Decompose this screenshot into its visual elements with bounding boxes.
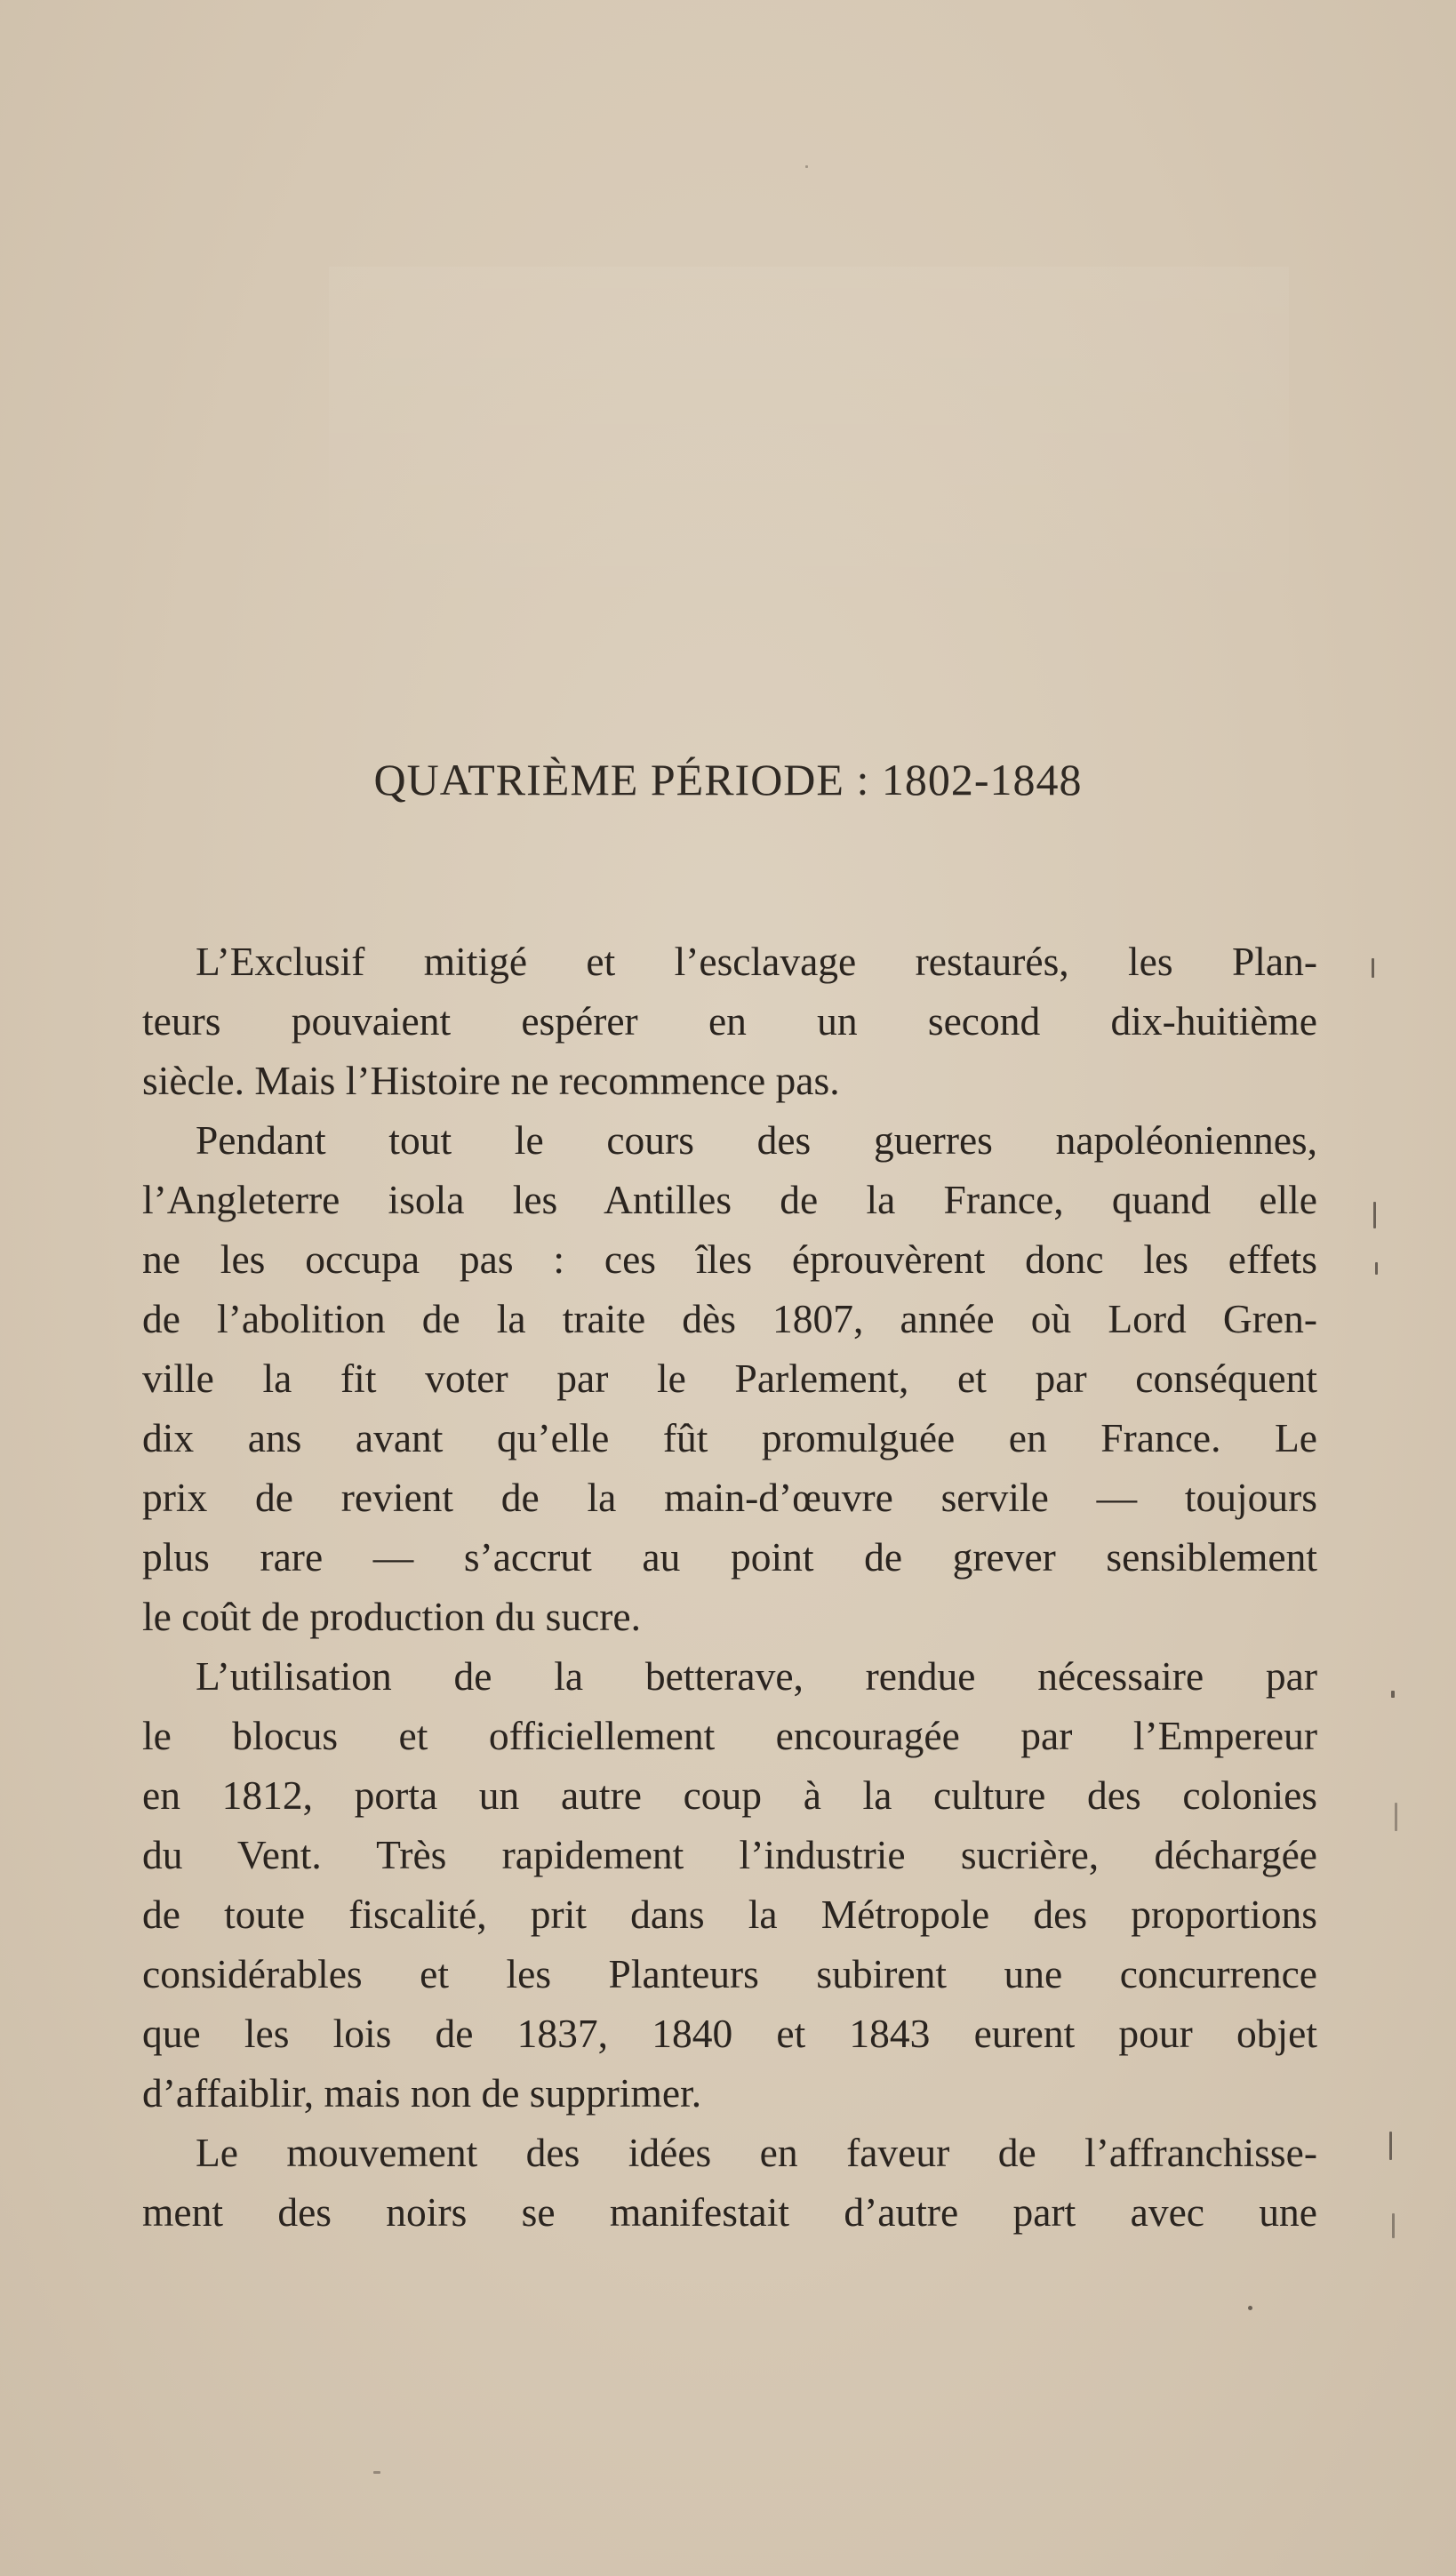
- text-line: considérables et les Planteurs subirent une concurrence: [142, 1951, 1317, 1996]
- text-line: teurs pouvaient espérer en un second dix-huitième: [142, 998, 1317, 1044]
- margin-mark: [1389, 2132, 1392, 2160]
- text-line: que les lois de 1837, 1840 et 1843 eurent pour objet: [142, 2011, 1317, 2056]
- paper-shading: [329, 267, 1289, 640]
- text-line: en 1812, porta un autre coup à la culture des colonies: [142, 1772, 1317, 1818]
- margin-mark: [1392, 2213, 1395, 2238]
- text-line: L’utilisation de la betterave, rendue nécessaire par: [196, 1653, 1317, 1699]
- text-line: de toute fiscalité, prit dans la Métropole des proportions: [142, 1892, 1317, 1937]
- margin-mark: [1375, 1262, 1378, 1275]
- paper-speck: [1248, 2306, 1252, 2310]
- margin-mark: [1391, 1691, 1395, 1698]
- text-line: Le mouvement des idées en faveur de l’affranchisse-: [196, 2130, 1317, 2175]
- text-line: dix ans avant qu’elle fût promulguée en France. Le: [142, 1415, 1317, 1460]
- margin-mark: [1372, 958, 1374, 978]
- text-line: Pendant tout le cours des guerres napoléoniennes,: [196, 1117, 1317, 1163]
- text-line: le coût de production du sucre.: [142, 1594, 641, 1639]
- text-line: siècle. Mais l’Histoire ne recommence pas.: [142, 1058, 840, 1103]
- text-line: du Vent. Très rapidement l’industrie sucrière, déchargée: [142, 1832, 1317, 1877]
- text-line: l’Angleterre isola les Antilles de la France, quand elle: [142, 1177, 1317, 1222]
- text-line: ment des noirs se manifestait d’autre part avec une: [142, 2189, 1317, 2235]
- paper-speck: [805, 165, 808, 168]
- paper-speck: [373, 2471, 380, 2474]
- text-line: plus rare — s’accrut au point de grever sensiblement: [142, 1534, 1317, 1580]
- text-line: le blocus et officiellement encouragée par l’Empereur: [142, 1713, 1317, 1758]
- text-line: L’Exclusif mitigé et l’esclavage restaurés, les Plan-: [196, 939, 1317, 984]
- text-line: d’affaiblir, mais non de supprimer.: [142, 2070, 702, 2116]
- text-line: ne les occupa pas : ces îles éprouvèrent donc les effets: [142, 1236, 1317, 1282]
- text-line: de l’abolition de la traite dès 1807, année où Lord Gren-: [142, 1296, 1317, 1341]
- chapter-heading: QUATRIÈME PÉRIODE : 1802-1848: [373, 755, 1083, 804]
- margin-mark: [1373, 1202, 1376, 1228]
- text-line: prix de revient de la main-d’œuvre servile — toujours: [142, 1475, 1317, 1520]
- text-line: ville la fit voter par le Parlement, et par conséquent: [142, 1356, 1317, 1401]
- body-text: [142, 932, 1317, 2242]
- margin-mark: [1395, 1803, 1397, 1831]
